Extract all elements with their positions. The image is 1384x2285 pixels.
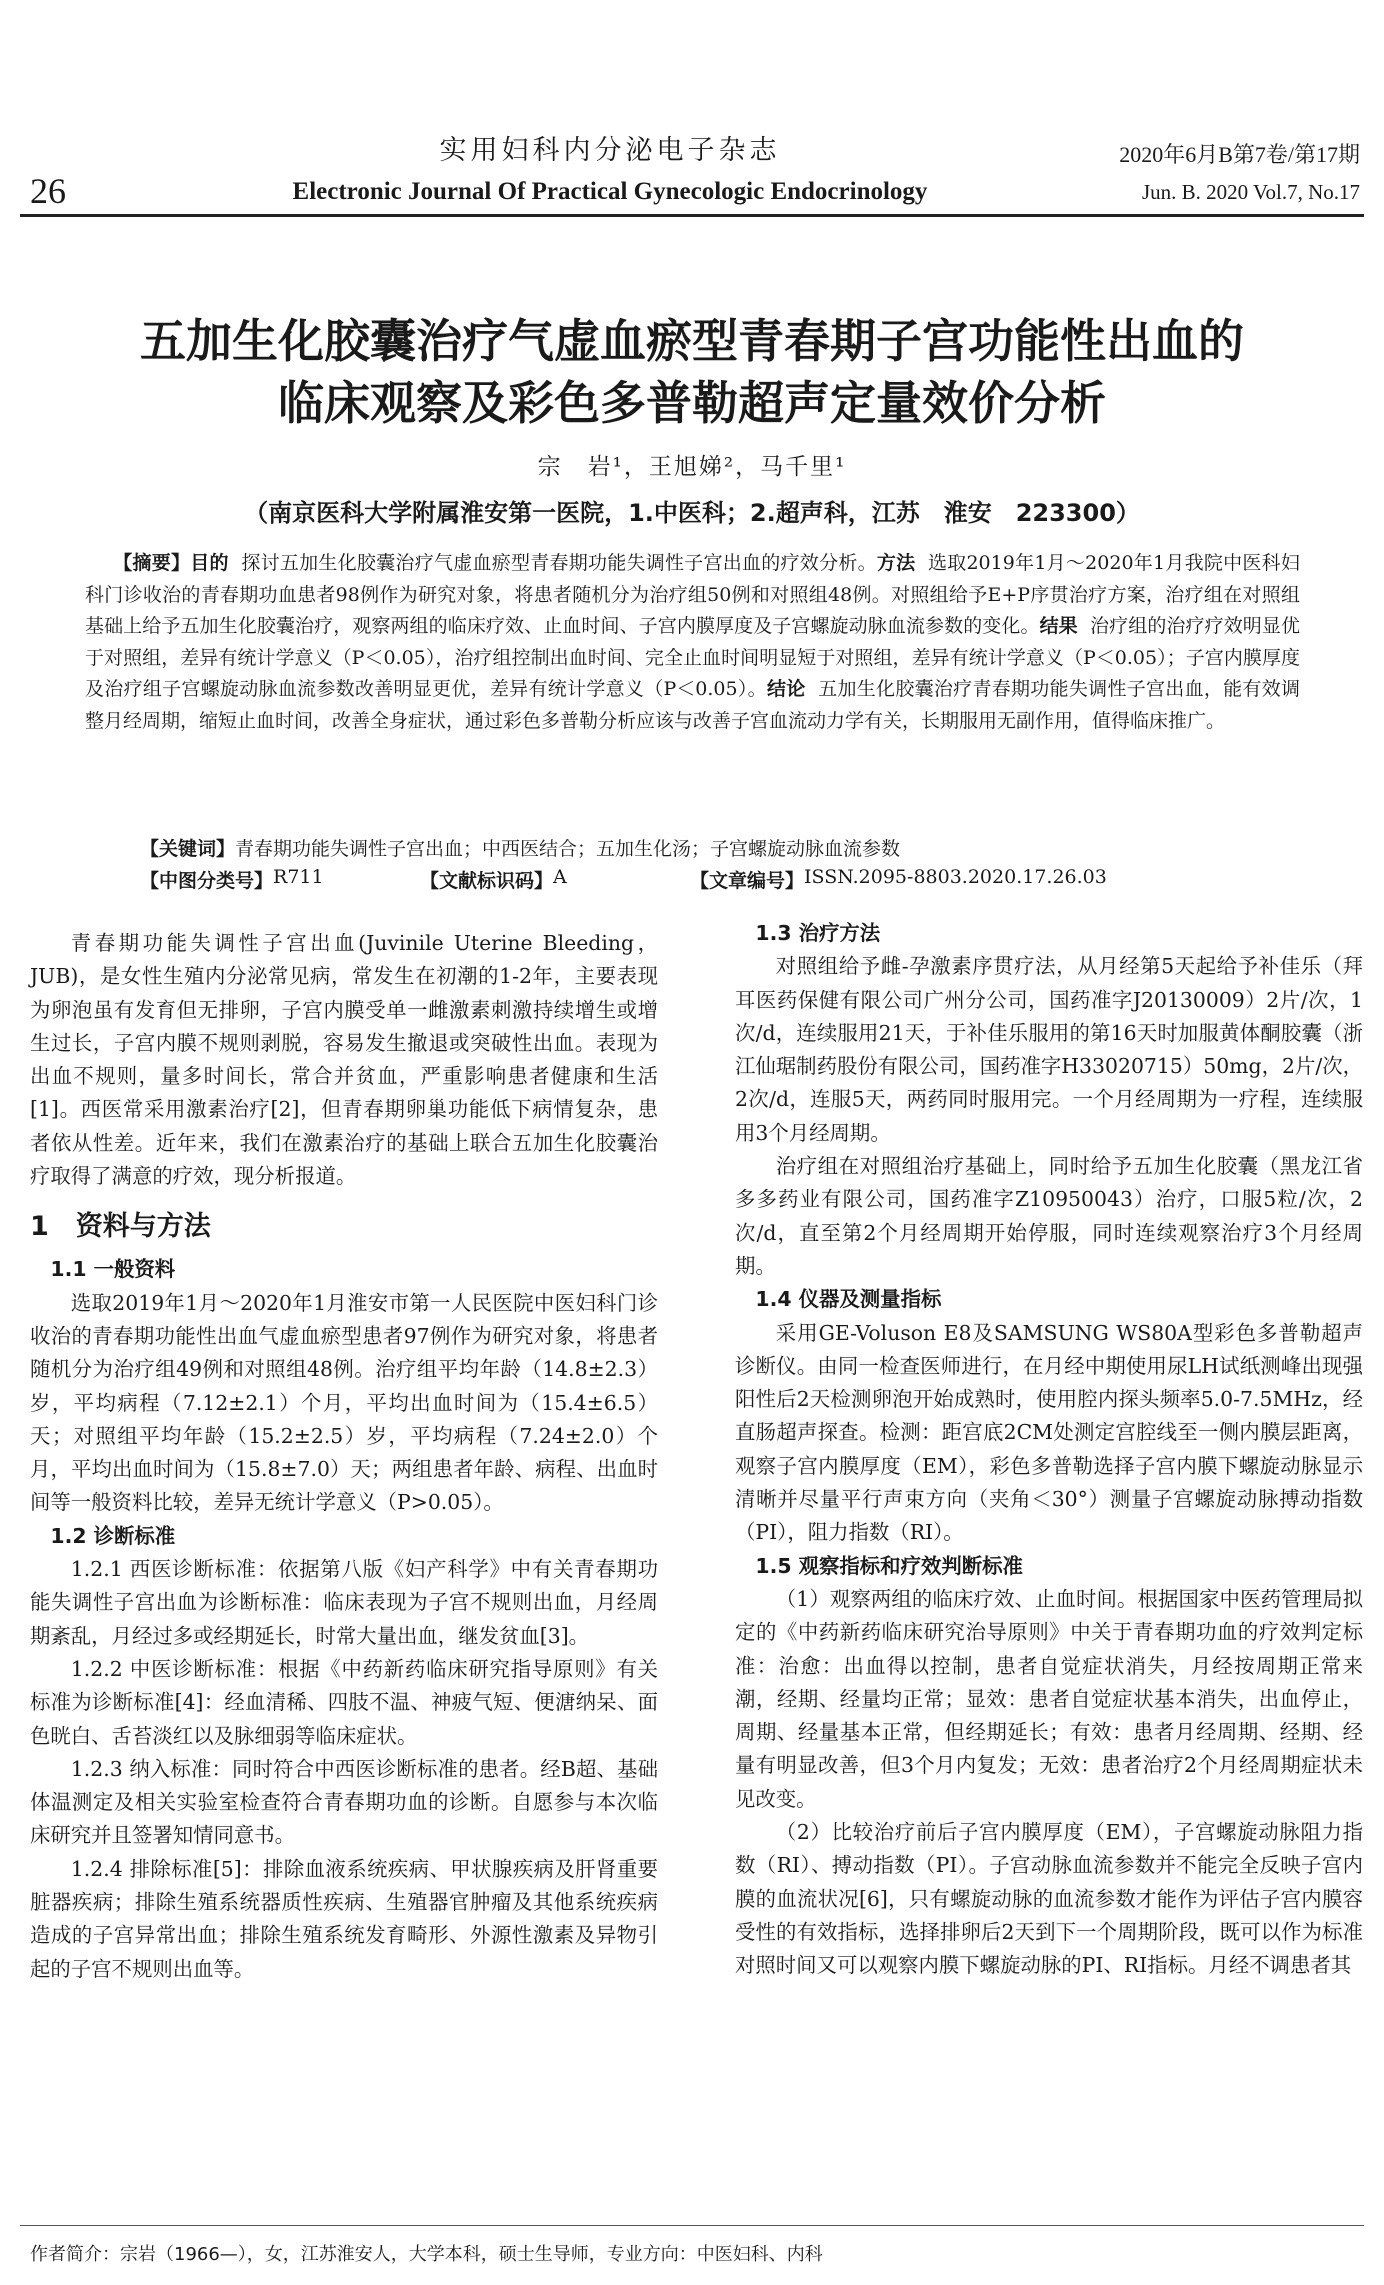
page-number: 26 bbox=[30, 171, 66, 211]
intro-paragraph: 青春期功能失调性子宫出血(Juvinile Uterine Bleeding，JUB)，是女性生殖内分泌常见病，常发生在初潮的1-2年，主要表现为卵泡虽有发育但无排卵，子宫内膜受单一雌激素刺激持续增生或增生过长，子宫内膜不规则剥脱，容易发生撤退或突破性出血。表现为出血不规则，量多时间长，常合并贫血，严重影响患者健康和生活[1]。西医常采用激素治疗[2]，但青春期卵巢功能低下病情复杂，患者依从性差。近年来，我们在激素治疗的基础上联合五加生化胶囊治疗取得了满意的疗效，现分析报道。 bbox=[30, 931, 658, 1189]
section-1-2-4-text: 1.2.4 排除标准[5]：排除血液系统疾病、甲状腺疾病及肝肾重要脏器疾病；排除生殖系统器质性疾病、生殖器官肿瘤及其他系统疾病造成的子宫异常出血；排除生殖系统发育畸形、外源性激素及异物引起的子宫不规则出血等。 bbox=[30, 1856, 658, 1981]
results-label: 结果 bbox=[1039, 615, 1078, 637]
keywords-row bbox=[140, 834, 1300, 864]
section-1-5-paragraph-2: （2）比较治疗前后子宫内膜厚度（EM），子宫螺旋动脉阻力指数（RI）、搏动指数（PI）。子宫动脉血流参数并不能完全反映子宫内膜的血流状况[6]，只有螺旋动脉的血流参数才能作为评估子宫内膜容受性的有效指标，选择排卵后2天到下一个周期阶段，既可以作为标准对照时间又可以观察内膜下螺旋动脉的PI、RI指标。月经不调患者其 bbox=[735, 1820, 1363, 1978]
body-column-right bbox=[735, 917, 1363, 1983]
journal-title-en: Electronic Journal Of Practical Gynecologic Endocrinology bbox=[292, 178, 928, 205]
objective-label: 目的 bbox=[190, 552, 229, 574]
issue-info-cn: 2020年6月B第7卷/第17期 bbox=[1119, 142, 1360, 167]
title-line-2: 临床观察及彩色多普勒超声定量效价分析 bbox=[278, 376, 1106, 430]
doc-code-label: 【文献标识码】 bbox=[420, 870, 554, 892]
section-1-3-paragraph-2: 治疗组在对照组治疗基础上，同时给予五加生化胶囊（黑龙江省多多药业有限公司，国药准字Z10950043）治疗，口服5粒/次，2次/d，直至第2个月经周期开始停服，同时连续观察治疗3个月经周期。 bbox=[735, 1154, 1363, 1278]
section-1-1-text: 选取2019年1月～2020年1月淮安市第一人民医院中医妇科门诊收治的青春期功能性出血气虚血瘀型患者97例作为研究对象，将患者随机分为治疗组49例和对照组48例。治疗组平均年龄（14.8±2.3）岁，平均病程（7.12±2.1）个月，平均出血时间为（15.4±6.5）天；对照组平均年龄（15.2±2.5）岁，平均病程（7.24±2.0）个月，平均出血时间为（15.8±7.0）天；两组患者年龄、病程、出血时间等一般资料比较，差异无统计学意义（P>0.05）。 bbox=[30, 1290, 658, 1515]
clc-label: 【中图分类号】 bbox=[140, 870, 274, 892]
header-divider bbox=[20, 214, 1364, 217]
affiliation: （南京医科大学附属淮安第一医院，1.中医科；2.超声科，江苏 淮安 223300） bbox=[244, 499, 1140, 527]
conclusion-text: 五加生化胶囊治疗青春期功能失调性子宫出血，能有效调整月经周期，缩短止血时间，改善全身症状，通过彩色多普勒分析应该与改善子宫血流动力学有关，长期服用无副作用，值得临床推广。 bbox=[85, 678, 1300, 732]
section-1-4-text: 采用GE-Voluson E8及SAMSUNG WS80A型彩色多普勒超声诊断仪。由同一检查医师进行，在月经中期使用尿LH试纸测峰出现强阳性后2天检测卵泡开始成熟时，使用腔内探头频率5.0-7.5MHz，经直肠超声探查。检测：距宫底2CM处测定宫腔线至一侧内膜层距离，观察子宫内膜厚度（EM），彩色多普勒选择子宫内膜下螺旋动脉显示清晰并尽量平行声束方向（夹角＜30°）测量子宫螺旋动脉搏动指数（PI），阻力指数（RI）。 bbox=[735, 1320, 1363, 1545]
conclusion-label: 结论 bbox=[766, 678, 806, 700]
journal-title-cn: 实用妇科内分泌电子杂志 bbox=[439, 135, 781, 166]
methods-text: 选取2019年1月～2020年1月我院中医科妇科门诊收治的青春期功血患者98例作为研究对象，将患者随机分为治疗组50例和对照组48例。对照组给予E+P序贯治疗方案，治疗组在对照组基础上给予五加生化胶囊治疗，观察两组的临床疗效、止血时间、子宫内膜厚度及子宫螺旋动脉血流参数的变化。 bbox=[85, 552, 1300, 637]
section-1-4-heading: 1.4 仪器及测量指标 bbox=[755, 1287, 942, 1312]
article-number-value: ISSN.2095-8803.2020.17.26.03 bbox=[804, 866, 1107, 888]
doc-code-value: A bbox=[553, 866, 567, 888]
objective-text: 探讨五加生化胶囊治疗气虚血瘀型青春期功能失调性子宫出血的疗效分析。 bbox=[241, 552, 877, 574]
section-1-2-heading: 1.2 诊断标准 bbox=[50, 1523, 176, 1548]
section-1-3-heading: 1.3 治疗方法 bbox=[755, 921, 881, 945]
author-list: 宗 岩¹，王旭娣²，马千里¹ bbox=[537, 454, 847, 480]
section-1-2-3-text: 1.2.3 纳入标准：同时符合中西医诊断标准的患者。经B超、基础体温测定及相关实验室检查符合青春期功血的诊断。自愿参与本次临床研究并且签署知情同意书。 bbox=[30, 1756, 658, 1848]
clc-value: R711 bbox=[273, 866, 324, 888]
issue-info-en: Jun. B. 2020 Vol.7, No.17 bbox=[1141, 180, 1360, 204]
section-1-heading: 1 资料与方法 bbox=[30, 1211, 211, 1243]
section-1-1-heading: 1.1 一般资料 bbox=[50, 1257, 176, 1282]
keywords-text: 青春期功能失调性子宫出血；中西医结合；五加生化汤；子宫螺旋动脉血流参数 bbox=[235, 838, 901, 860]
article-number-label: 【文章编号】 bbox=[690, 870, 805, 892]
footer-divider bbox=[20, 2225, 1364, 2226]
section-1-2-2-text: 1.2.2 中医诊断标准：根据《中药新药临床研究指导原则》有关标准为诊断标准[4]：经血清稀、四肢不温、神疲气短、便溏纳呆、面色晄白、舌苔淡红以及脉细弱等临床症状。 bbox=[30, 1656, 658, 1748]
author-bio-footnote: 作者简介：宗岩（1966—），女，江苏淮安人，大学本科，硕士生导师，专业方向：中医妇科、内科 bbox=[30, 2244, 823, 2265]
abstract bbox=[85, 548, 1300, 737]
keywords-label: 【关键词】 bbox=[140, 838, 236, 860]
title-line-1: 五加生化胶囊治疗气虚血瘀型青春期子宫功能性出血的 bbox=[140, 314, 1244, 368]
abstract-label: 【摘要】 bbox=[113, 552, 191, 574]
section-1-5-heading: 1.5 观察指标和疗效判断标准 bbox=[755, 1553, 1023, 1578]
body-column-left bbox=[30, 927, 658, 1986]
section-1-3-paragraph-1: 对照组给予雌-孕激素序贯疗法，从月经第5天起给予补佳乐（拜耳医药保健有限公司广州分公司，国药准字J20130009）2片/次，1次/d，连续服用21天，于补佳乐服用的第16天时加服黄体酮胶囊（浙江仙琚制药股份有限公司，国药准字H33020715）50mg，2片/次，2次/d，连服5天，两药同时服用完。一个月经周期为一疗程，连续服用3个月经周期。 bbox=[735, 954, 1363, 1145]
section-1-5-paragraph-1: （1）观察两组的临床疗效、止血时间。根据国家中医药管理局拟定的《中药新药临床研究治导原则》中关于青春期功血的疗效判定标准：治愈：出血得以控制，患者自觉症状消失，月经按周期正常来潮，经期、经量均正常；显效：患者自觉症状基本消失，出血停止，周期、经量基本正常，但经期延长；有效：患者月经周期、经期、经量有明显改善，但3个月内复发；无效：患者治疗2个月经周期症状未见改变。 bbox=[735, 1586, 1363, 1811]
section-1-2-1-text: 1.2.1 西医诊断标准：依据第八版《妇产科学》中有关青春期功能失调性子宫出血为诊断标准：临床表现为子宫不规则出血，月经周期紊乱，月经过多或经期延长，时常大量出血，继发贫血[3]。 bbox=[30, 1557, 658, 1648]
results-text: 治疗组的治疗疗效明显优于对照组，差异有统计学意义（P＜0.05），治疗组控制出血时间、完全止血时间明显短于对照组，差异有统计学意义（P＜0.05）；子宫内膜厚度及治疗组子宫螺旋动脉血流参数改善明显更优，差异有统计学意义（P＜0.05）。 bbox=[85, 615, 1300, 700]
article-title bbox=[60, 310, 1324, 434]
methods-label: 方法 bbox=[876, 552, 916, 574]
classification-row bbox=[140, 866, 1300, 896]
